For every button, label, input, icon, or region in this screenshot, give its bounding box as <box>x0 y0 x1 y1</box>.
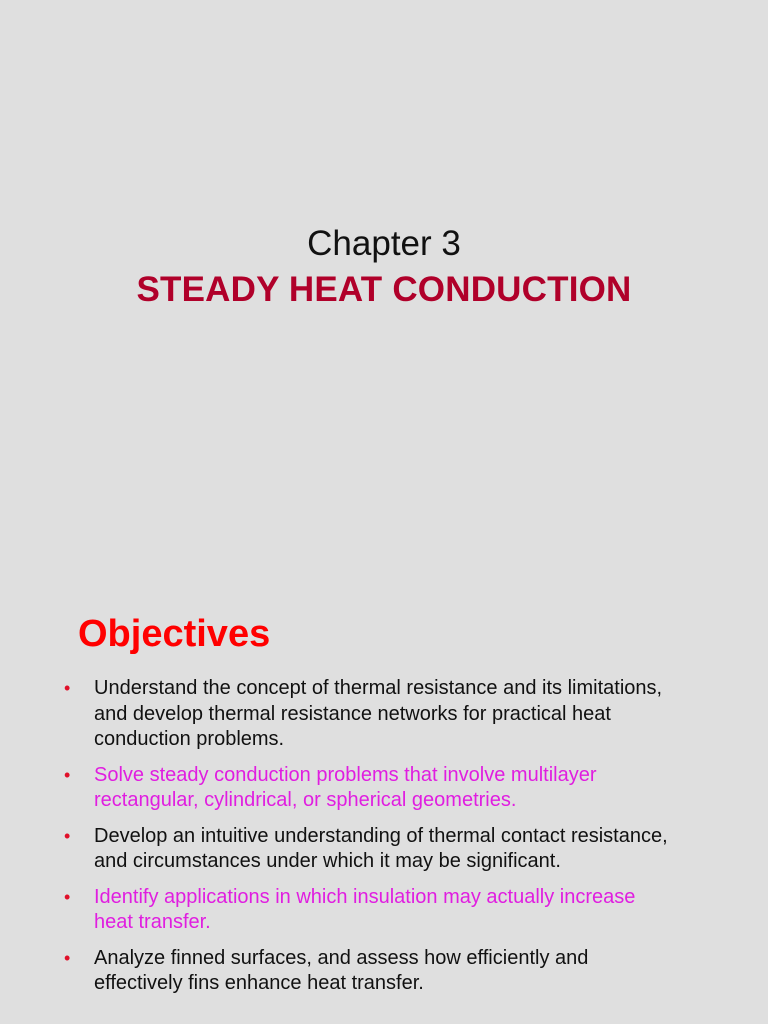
objective-item <box>0 885 768 936</box>
objective-item <box>0 824 768 875</box>
objective-text: Analyze finned surfaces, and assess how efficiently and effectively fins enhance heat transfer. <box>94 946 589 994</box>
bullet-icon: • <box>64 947 71 968</box>
chapter-subtitle: STEADY HEAT CONDUCTION <box>136 270 632 309</box>
objective-text: Develop an intuitive understanding of thermal contact resistance, and circumstances under which it may be significant. <box>94 824 668 872</box>
objective-item <box>0 946 768 997</box>
objectives-heading: Objectives <box>78 613 271 655</box>
objectives-list <box>0 676 768 1007</box>
objective-item <box>0 676 768 753</box>
objective-text: Identify applications in which insulation may actually increase heat transfer. <box>94 885 636 933</box>
objective-text: Solve steady conduction problems that involve multilayer rectangular, cylindrical, or spherical geometries. <box>94 763 597 811</box>
objective-item <box>0 763 768 814</box>
objective-text: Understand the concept of thermal resistance and its limitations, and develop thermal resistance networks for practical heat conduction problems. <box>94 677 663 750</box>
chapter-title: Chapter 3 <box>307 224 461 263</box>
bullet-icon: • <box>64 678 71 698</box>
bullet-icon: • <box>64 764 71 785</box>
bullet-icon: • <box>64 825 71 846</box>
bullet-icon: • <box>64 886 71 907</box>
